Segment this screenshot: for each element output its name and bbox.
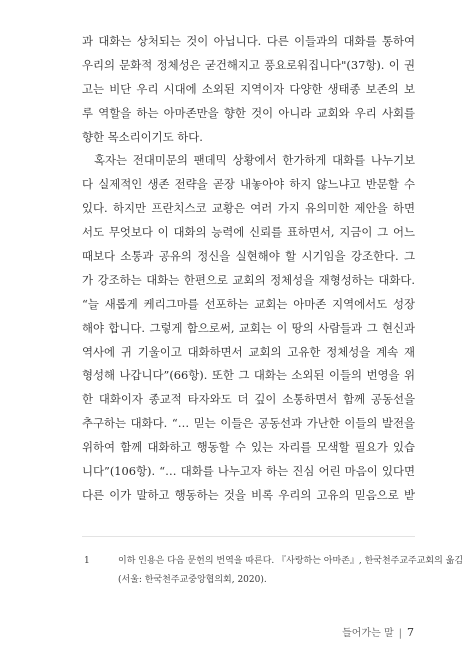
- body-line: 혹자는 전대미문의 팬데믹 상황에서 한가하게 대화를 나누기보: [94, 153, 415, 168]
- body-line: 우리의 문화적 정체성은 굳건해지고 풍요로워집니다"(37항). 이 권: [82, 57, 415, 72]
- body-line: 니다”(106항). “… 대화를 나누고자 하는 진심 어린 마음이 있다면: [82, 464, 415, 479]
- body-line: 루 역할을 하는 아마존만을 향한 것이 아니라 교회와 우리 사회를: [82, 105, 415, 120]
- body-line: 해야 합니다. 그렇게 함으로써, 교회는 이 땅의 사람들과 그 현신과: [82, 320, 415, 335]
- footnote-divider: [82, 536, 415, 537]
- body-line: 역사에 귀 기울이고 대화하면서 교회의 고유한 정체성을 계속 재: [82, 344, 415, 359]
- body-line: 가 강조하는 대화는 한편으로 교회의 정체성을 재형성하는 대화다.: [82, 272, 415, 287]
- body-text: [82, 30, 415, 508]
- body-line: 다 실제적인 생존 전략을 곧장 내놓아야 하지 않느냐고 반문할 수: [82, 177, 415, 192]
- body-line: 서도 무엇보다 이 대화의 능력에 신뢰를 표하면서, 지금이 그 어느: [82, 225, 415, 240]
- footnote: [82, 552, 464, 590]
- body-line: 형성해 나갑니다”(66항). 또한 그 대화는 소외된 이들의 번영을 위: [82, 368, 415, 383]
- page-footer: [342, 624, 414, 639]
- body-line: 때보다 소통과 공유의 정신을 실현해야 할 시기임을 강조한다. 그: [82, 249, 415, 264]
- body-line: 추구하는 대화다. “… 믿는 이들은 공동선과 가난한 이들의 발전을: [82, 416, 415, 431]
- footnote-text-line: 이하 인용은 다음 문헌의 번역을 따른다. 『사랑하는 아마존』, 한국천주교주교회의 옮김: [118, 556, 464, 566]
- footnote-text-line: (서울: 한국천주교중앙협의회, 2020).: [118, 575, 267, 585]
- body-line: 있다. 하지만 프란치스코 교황은 여러 가지 유의미한 제안을 하면: [82, 201, 415, 216]
- body-line: “늘 새롭게 케리그마를 선포하는 교회는 아마존 지역에서도 성장: [82, 296, 415, 311]
- footer-separator: |: [398, 628, 402, 639]
- body-line: 한 대화이자 종교적 타자와도 더 깊이 소통하면서 함께 공동선을: [82, 392, 415, 407]
- body-line: 위하여 함께 대화하고 행동할 수 있는 자리를 모색할 필요가 있습: [82, 440, 415, 455]
- footnote-number: 1: [84, 556, 90, 566]
- body-line: 다른 이가 말하고 행동하는 것을 비록 우리의 고유의 믿음으로 받: [82, 487, 415, 502]
- body-line: 고는 비단 우리 시대에 소외된 지역이자 다양한 생태종 보존의 보: [82, 81, 415, 96]
- body-line: 향한 목소리이기도 하다.: [82, 129, 203, 144]
- body-line: 과 대화는 상처되는 것이 아닙니다. 다른 이들과의 대화를 통하여: [82, 34, 415, 48]
- page-number: 7: [407, 626, 414, 639]
- running-section-title: 들어가는 말: [342, 628, 394, 639]
